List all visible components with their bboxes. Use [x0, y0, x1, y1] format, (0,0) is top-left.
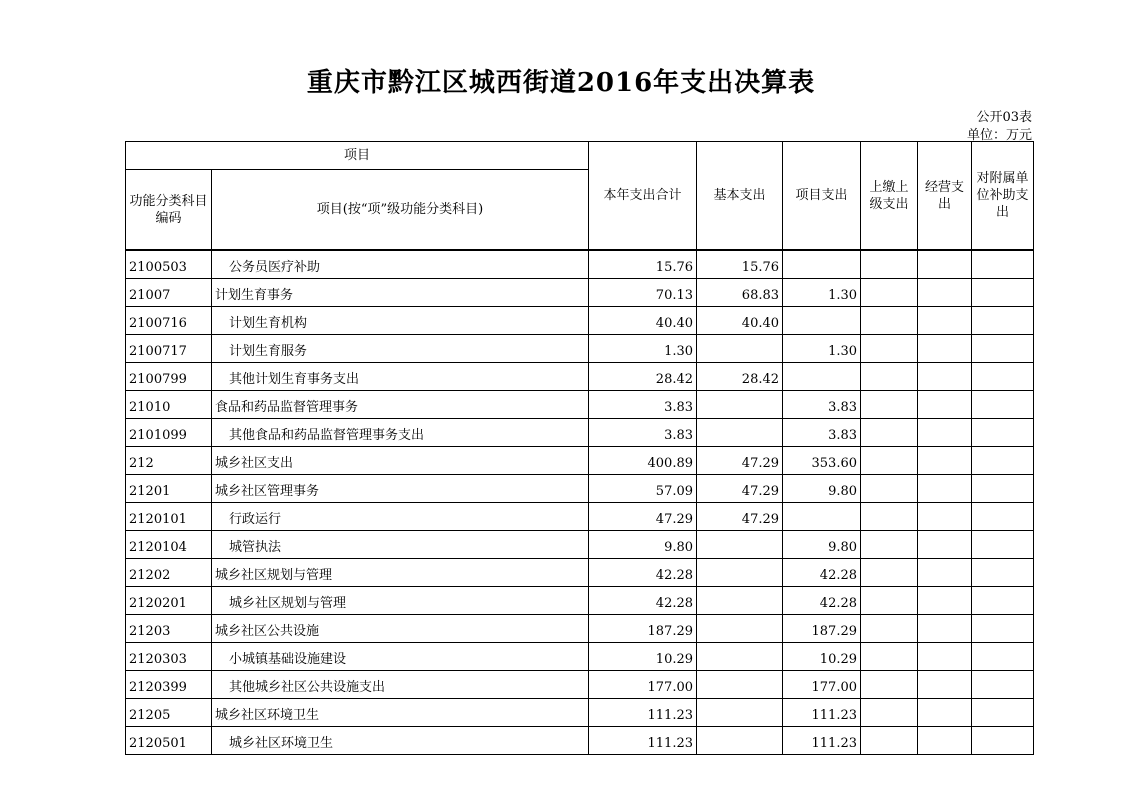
cell-name: 其他城乡社区公共设施支出 — [212, 670, 589, 698]
cell-subsidy — [972, 418, 1034, 446]
cell-total: 111.23 — [589, 726, 697, 754]
header-total: 本年支出合计 — [589, 142, 697, 251]
header-business: 经营支出 — [918, 142, 972, 251]
table-header — [126, 142, 1034, 251]
cell-upper — [861, 446, 918, 474]
cell-project: 111.23 — [783, 698, 861, 726]
cell-name: 其他计划生育事务支出 — [212, 362, 589, 390]
table-row — [126, 586, 1034, 614]
cell-total: 57.09 — [589, 474, 697, 502]
cell-name: 计划生育机构 — [212, 306, 589, 334]
expenditure-table — [125, 141, 1034, 755]
cell-basic — [697, 614, 783, 642]
cell-business — [918, 390, 972, 418]
cell-total: 28.42 — [589, 362, 697, 390]
cell-subsidy — [972, 558, 1034, 586]
cell-upper — [861, 502, 918, 530]
cell-upper — [861, 250, 918, 278]
cell-upper — [861, 362, 918, 390]
cell-name: 计划生育服务 — [212, 334, 589, 362]
cell-basic: 47.29 — [697, 502, 783, 530]
cell-basic — [697, 642, 783, 670]
header-func-code: 功能分类科目编码 — [126, 170, 212, 251]
table-row — [126, 558, 1034, 586]
cell-project — [783, 362, 861, 390]
unit-label: 单位：万元 — [966, 128, 1032, 143]
cell-upper — [861, 698, 918, 726]
cell-basic — [697, 726, 783, 754]
header-project: 项目支出 — [783, 142, 861, 251]
cell-upper — [861, 334, 918, 362]
table-row — [126, 474, 1034, 502]
cell-basic — [697, 334, 783, 362]
cell-name: 城乡社区支出 — [212, 446, 589, 474]
cell-code: 2120399 — [126, 670, 212, 698]
cell-code: 2120303 — [126, 642, 212, 670]
cell-code: 2120201 — [126, 586, 212, 614]
header-subsidy: 对附属单位补助支出 — [972, 142, 1034, 251]
cell-code: 21007 — [126, 278, 212, 306]
table-row — [126, 306, 1034, 334]
cell-business — [918, 642, 972, 670]
cell-business — [918, 446, 972, 474]
cell-subsidy — [972, 306, 1034, 334]
cell-basic: 47.29 — [697, 474, 783, 502]
cell-total: 42.28 — [589, 586, 697, 614]
cell-code: 2100503 — [126, 250, 212, 278]
cell-project — [783, 306, 861, 334]
cell-basic: 28.42 — [697, 362, 783, 390]
cell-total: 40.40 — [589, 306, 697, 334]
cell-project: 10.29 — [783, 642, 861, 670]
cell-project: 177.00 — [783, 670, 861, 698]
cell-code: 2100799 — [126, 362, 212, 390]
cell-subsidy — [972, 502, 1034, 530]
cell-name: 城乡社区规划与管理 — [212, 558, 589, 586]
cell-subsidy — [972, 278, 1034, 306]
header-project-group: 项目 — [126, 142, 589, 170]
cell-upper — [861, 306, 918, 334]
cell-basic: 15.76 — [697, 250, 783, 278]
cell-basic — [697, 390, 783, 418]
cell-total: 10.29 — [589, 642, 697, 670]
header-basic: 基本支出 — [697, 142, 783, 251]
cell-upper — [861, 642, 918, 670]
cell-subsidy — [972, 390, 1034, 418]
cell-subsidy — [972, 586, 1034, 614]
cell-total: 187.29 — [589, 614, 697, 642]
cell-subsidy — [972, 474, 1034, 502]
cell-name: 行政运行 — [212, 502, 589, 530]
table-row — [126, 670, 1034, 698]
cell-subsidy — [972, 530, 1034, 558]
cell-project: 353.60 — [783, 446, 861, 474]
cell-project: 42.28 — [783, 586, 861, 614]
cell-name: 公务员医疗补助 — [212, 250, 589, 278]
table-code-label: 公开03表 — [976, 110, 1032, 125]
cell-subsidy — [972, 362, 1034, 390]
cell-total: 9.80 — [589, 530, 697, 558]
cell-name: 城乡社区环境卫生 — [212, 698, 589, 726]
cell-business — [918, 418, 972, 446]
cell-basic — [697, 418, 783, 446]
cell-basic: 40.40 — [697, 306, 783, 334]
cell-subsidy — [972, 698, 1034, 726]
cell-project — [783, 250, 861, 278]
cell-code: 21202 — [126, 558, 212, 586]
cell-total: 1.30 — [589, 334, 697, 362]
cell-code: 2100716 — [126, 306, 212, 334]
cell-business — [918, 726, 972, 754]
cell-name: 小城镇基础设施建设 — [212, 642, 589, 670]
table-row — [126, 502, 1034, 530]
cell-upper — [861, 418, 918, 446]
cell-subsidy — [972, 614, 1034, 642]
cell-code: 21205 — [126, 698, 212, 726]
cell-upper — [861, 390, 918, 418]
cell-business — [918, 502, 972, 530]
cell-business — [918, 670, 972, 698]
cell-upper — [861, 586, 918, 614]
cell-project — [783, 502, 861, 530]
cell-total: 70.13 — [589, 278, 697, 306]
cell-project: 42.28 — [783, 558, 861, 586]
cell-business — [918, 250, 972, 278]
cell-name: 城乡社区环境卫生 — [212, 726, 589, 754]
cell-business — [918, 530, 972, 558]
cell-name: 食品和药品监督管理事务 — [212, 390, 589, 418]
cell-business — [918, 698, 972, 726]
cell-subsidy — [972, 446, 1034, 474]
cell-project: 3.83 — [783, 390, 861, 418]
cell-business — [918, 278, 972, 306]
cell-upper — [861, 278, 918, 306]
cell-code: 21010 — [126, 390, 212, 418]
cell-subsidy — [972, 334, 1034, 362]
cell-code: 2120101 — [126, 502, 212, 530]
cell-upper — [861, 474, 918, 502]
cell-code: 2120501 — [126, 726, 212, 754]
cell-name: 城乡社区公共设施 — [212, 614, 589, 642]
table-row — [126, 698, 1034, 726]
table-row — [126, 726, 1034, 754]
cell-total: 3.83 — [589, 390, 697, 418]
cell-total: 15.76 — [589, 250, 697, 278]
cell-basic — [697, 558, 783, 586]
cell-business — [918, 474, 972, 502]
cell-upper — [861, 614, 918, 642]
cell-subsidy — [972, 642, 1034, 670]
cell-subsidy — [972, 250, 1034, 278]
cell-subsidy — [972, 670, 1034, 698]
cell-project: 9.80 — [783, 530, 861, 558]
cell-business — [918, 334, 972, 362]
page-title: 重庆市黔江区城西街道2016年支出决算表 — [306, 68, 816, 98]
cell-basic: 47.29 — [697, 446, 783, 474]
cell-project: 3.83 — [783, 418, 861, 446]
cell-name: 城乡社区管理事务 — [212, 474, 589, 502]
header-item-name: 项目(按“项”级功能分类科目) — [212, 170, 589, 251]
cell-total: 111.23 — [589, 698, 697, 726]
cell-business — [918, 558, 972, 586]
table-row — [126, 530, 1034, 558]
cell-name: 计划生育事务 — [212, 278, 589, 306]
table-row — [126, 278, 1034, 306]
cell-upper — [861, 726, 918, 754]
table-row — [126, 250, 1034, 278]
cell-basic: 68.83 — [697, 278, 783, 306]
table-row — [126, 390, 1034, 418]
cell-business — [918, 586, 972, 614]
cell-business — [918, 614, 972, 642]
cell-project: 9.80 — [783, 474, 861, 502]
cell-basic — [697, 586, 783, 614]
table-row — [126, 362, 1034, 390]
cell-name: 其他食品和药品监督管理事务支出 — [212, 418, 589, 446]
cell-project: 111.23 — [783, 726, 861, 754]
cell-name: 城管执法 — [212, 530, 589, 558]
cell-total: 42.28 — [589, 558, 697, 586]
cell-total: 400.89 — [589, 446, 697, 474]
cell-upper — [861, 670, 918, 698]
cell-code: 2100717 — [126, 334, 212, 362]
cell-total: 3.83 — [589, 418, 697, 446]
cell-code: 21201 — [126, 474, 212, 502]
table-body — [126, 250, 1034, 754]
table-row — [126, 446, 1034, 474]
cell-project: 187.29 — [783, 614, 861, 642]
cell-basic — [697, 698, 783, 726]
table-row — [126, 418, 1034, 446]
table-row — [126, 614, 1034, 642]
cell-code: 2101099 — [126, 418, 212, 446]
cell-total: 177.00 — [589, 670, 697, 698]
table-row — [126, 642, 1034, 670]
header-upper: 上缴上级支出 — [861, 142, 918, 251]
table-row — [126, 334, 1034, 362]
cell-code: 2120104 — [126, 530, 212, 558]
cell-project: 1.30 — [783, 334, 861, 362]
cell-upper — [861, 530, 918, 558]
cell-code: 212 — [126, 446, 212, 474]
cell-total: 47.29 — [589, 502, 697, 530]
cell-project: 1.30 — [783, 278, 861, 306]
cell-basic — [697, 670, 783, 698]
cell-subsidy — [972, 726, 1034, 754]
cell-business — [918, 306, 972, 334]
cell-upper — [861, 558, 918, 586]
cell-basic — [697, 530, 783, 558]
cell-business — [918, 362, 972, 390]
cell-code: 21203 — [126, 614, 212, 642]
cell-name: 城乡社区规划与管理 — [212, 586, 589, 614]
